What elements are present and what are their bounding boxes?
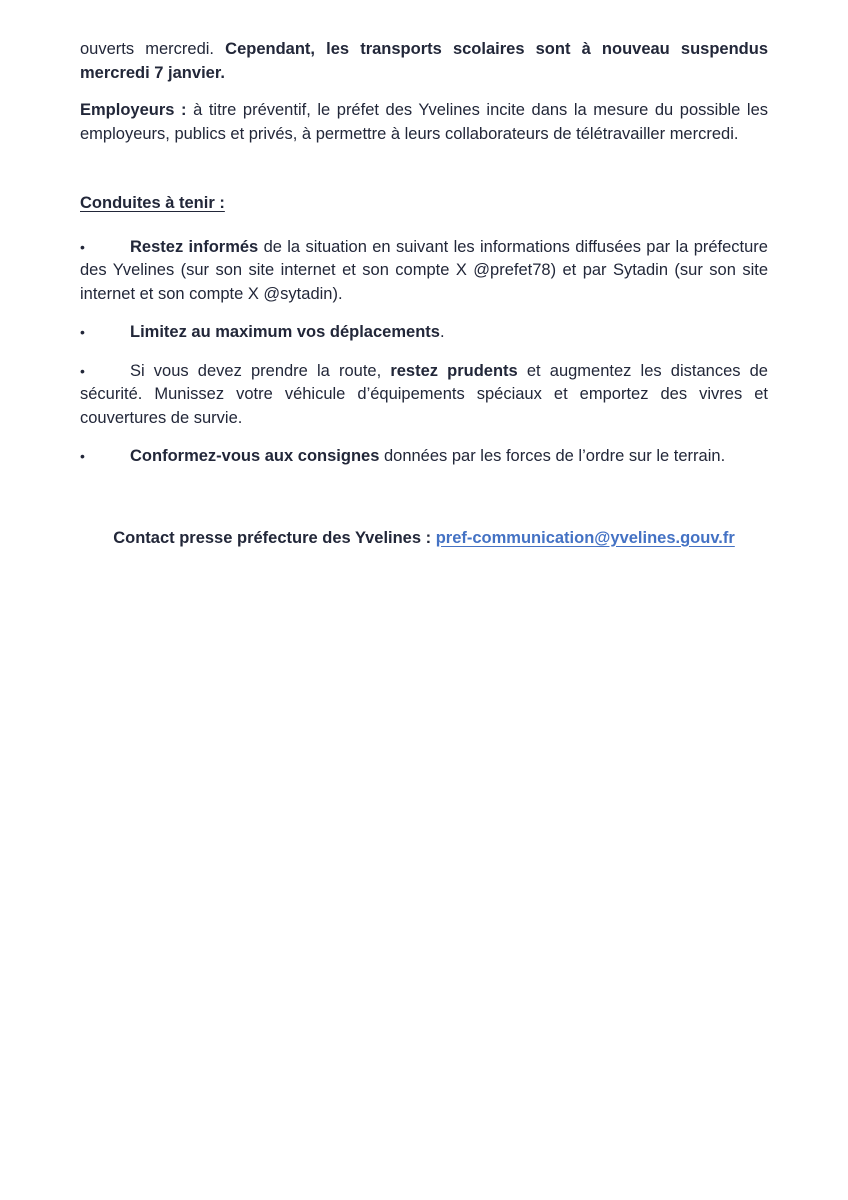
contact-line: [80, 527, 768, 551]
bullet-marker: •: [80, 238, 85, 255]
text-segment: et augmentez les distances de sécurité. Munissez votre véhicule d’équipements spéciaux et emportez des vivres et couvertures de survie.: [80, 361, 768, 427]
contact-email-link[interactable]: pref-communication@yvelines.gouv.fr: [435, 528, 735, 547]
bullet-item-limitez-deplacements: [80, 321, 768, 345]
bullet-marker: •: [80, 362, 85, 379]
text-segment-bold: Restez informés: [130, 237, 259, 256]
text-segment: Si vous devez prendre la route,: [130, 361, 391, 380]
text-segment-bold: restez prudents: [390, 361, 518, 380]
text-segment: de la situation en suivant les informations diffusées par la préfecture des Yvelines (sur son site internet et son compte X @prefet78) et par Sytadin (sur son site internet et son compte X @sytadin).: [80, 237, 768, 303]
text-segment-bold: Limitez au maximum vos déplacements: [130, 323, 440, 341]
paragraph-transports: [80, 38, 768, 85]
bullet-marker: •: [80, 448, 85, 464]
text-segment-bold: Employeurs :: [80, 101, 187, 119]
text-segment: .: [439, 323, 445, 341]
paragraph-employeurs: [80, 99, 768, 146]
contact-label: Contact presse préfecture des Yvelines :: [113, 528, 436, 547]
text-segment: ouverts mercredi.: [80, 40, 226, 58]
bullet-item-restez-prudents: [80, 360, 768, 431]
heading-conduites: Conduites à tenir :: [80, 194, 225, 212]
bullet-marker: •: [80, 324, 85, 340]
bullet-item-conformez-consignes: [80, 445, 768, 469]
text-segment-bold: Cependant, les transports scolaires sont à nouveau suspendus mercredi 7 janvier.: [80, 40, 768, 82]
text-segment: données par les forces de l’ordre sur le terrain.: [379, 447, 726, 465]
text-segment-bold: Conformez-vous aux consignes: [130, 447, 380, 465]
text-segment: à titre préventif, le préfet des Yvelines incite dans la mesure du possible les employeurs, publics et privés, à permettre à leurs collaborateurs de télétravailler mercredi.: [80, 101, 768, 143]
bullet-item-restez-informes: [80, 236, 768, 307]
